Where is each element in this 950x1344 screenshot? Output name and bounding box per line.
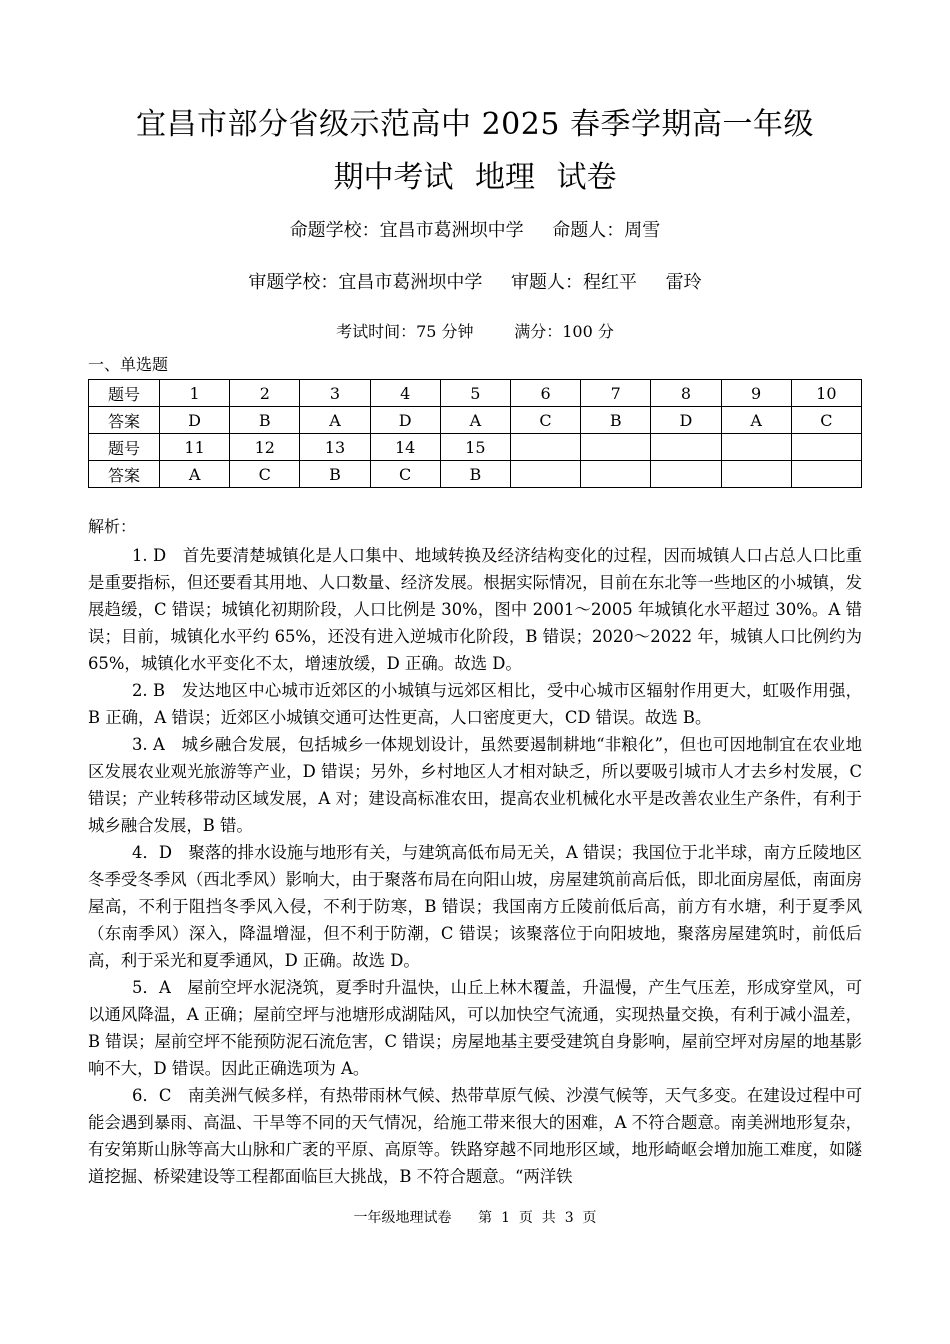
- table-cell: A: [721, 407, 791, 434]
- table-cell: [791, 461, 861, 488]
- table-cell: C: [370, 461, 440, 488]
- table-row-header: 答案: [89, 407, 160, 434]
- table-cell: D: [370, 407, 440, 434]
- table-cell: B: [581, 407, 651, 434]
- table-cell: C: [791, 407, 861, 434]
- table-cell: C: [230, 461, 300, 488]
- table-row: [89, 380, 862, 407]
- table-cell: [721, 434, 791, 461]
- table-cell: 8: [651, 380, 721, 407]
- table-row-header: 答案: [89, 461, 160, 488]
- proposer-line: 命题学校：宜昌市葛洲坝中学 命题人：周雪: [289, 220, 661, 241]
- table-cell: [721, 461, 791, 488]
- table-cell: [791, 434, 861, 461]
- table-cell: 15: [440, 434, 510, 461]
- table-row: [89, 407, 862, 434]
- table-row-header: 题号: [89, 434, 160, 461]
- table-row-header: 题号: [89, 380, 160, 407]
- answer-table: [88, 379, 862, 488]
- table-cell: 2: [230, 380, 300, 407]
- table-cell: [581, 461, 651, 488]
- exam-title-line1: 宜昌市部分省级示范高中 2025 春季学期高一年级: [136, 107, 814, 142]
- table-cell: [651, 434, 721, 461]
- table-cell: D: [651, 407, 721, 434]
- table-cell: 10: [791, 380, 861, 407]
- table-cell: 4: [370, 380, 440, 407]
- section-heading: 一、单选题: [88, 355, 169, 374]
- analysis-paragraph: 6．C 南美洲气候多样，有热带雨林气候、热带草原气候、沙漠气候等，天气多变。在建设过程中可能会遇到暴雨、高温、干旱等不同的天气情况，给施工带来很大的困难，A 不符合题意。南美洲地形复杂，有安第斯山脉等高大山脉和广袤的平原、高原等。铁路穿越不同地形区域，地形崎岖会增加施工难度，如隧道挖掘、桥梁建设等工程都面临巨大挑战，B 不符合题意。“两洋铁: [88, 1086, 862, 1186]
- analysis-paragraph: 5．A 屋前空坪水泥浇筑，夏季时升温快，山丘上林木覆盖，升温慢，产生气压差，形成穿堂风，可以通风降温，A 正确；屋前空坪与池塘形成湖陆风，可以加快空气流通，实现热量交换，有利于减小温差，B 错误；屋前空坪不能预防泥石流危害，C 错误；房屋地基主要受建筑自身影响，屋前空坪对房屋的地基影响不大，D 错误。因此正确选项为 A。: [88, 978, 862, 1078]
- table-cell: D: [160, 407, 230, 434]
- analysis-label: 解析：: [88, 517, 137, 536]
- table-cell: [510, 461, 580, 488]
- page-footer: 一年级地理试卷 第 1 页 共 3 页: [353, 1210, 597, 1226]
- table-cell: 14: [370, 434, 440, 461]
- table-cell: C: [510, 407, 580, 434]
- table-cell: 13: [300, 434, 370, 461]
- table-row: [89, 461, 862, 488]
- analysis-body: [88, 542, 862, 1190]
- analysis-paragraph: 3. A 城乡融合发展，包括城乡一体规划设计，虽然要遏制耕地“非粮化”，但也可因地制宜在农业地区发展农业观光旅游等产业，D 错误；另外，乡村地区人才相对缺乏，所以要吸引城市人才去乡村发展，C 错误；产业转移带动区域发展，A 对；建设高标准农田，提高农业机械化水平是改善农业生产条件，有利于城乡融合发展，B 错。: [88, 735, 862, 835]
- exam-info: 考试时间：75 分钟 满分：100 分: [336, 322, 614, 341]
- analysis-paragraph: 2. B 发达地区中心城市近郊区的小城镇与远郊区相比，受中心城市区辐射作用更大，虹吸作用强，B 正确，A 错误；近郊区小城镇交通可达性更高，人口密度更大，CD 错误。故选 B。: [88, 681, 862, 727]
- table-cell: [651, 461, 721, 488]
- table-cell: B: [440, 461, 510, 488]
- table-cell: 6: [510, 380, 580, 407]
- table-cell: 12: [230, 434, 300, 461]
- table-cell: [581, 434, 651, 461]
- table-cell: 3: [300, 380, 370, 407]
- table-cell: 7: [581, 380, 651, 407]
- analysis-paragraph: 1. D 首先要清楚城镇化是人口集中、地域转换及经济结构变化的过程，因而城镇人口占总人口比重是重要指标，但还要看其用地、人口数量、经济发展。根据实际情况，目前在东北等一些地区的小城镇，发展趋缓，C 错误；城镇化初期阶段，人口比例是 30%，图中 2001～2005 年城镇化水平超过 30%。A 错误；目前，城镇化水平约 65%，还没有进入逆城市化阶段，B 错误；2020～2022 年，城镇人口比例约为 65%，城镇化水平变化不太，增速放缓，D 正确。故选 D。: [88, 546, 862, 673]
- table-cell: A: [440, 407, 510, 434]
- table-cell: [510, 434, 580, 461]
- analysis-paragraph: 4．D 聚落的排水设施与地形有关，与建筑高低布局无关，A 错误；我国位于北半球，南方丘陵地区冬季受冬季风（西北季风）影响大，由于聚落布局在向阳山坡，房屋建筑前高后低，即北面房屋低，南面房屋高，不利于阻挡冬季风入侵，不利于防寒，B 错误；我国南方丘陵前低后高，前方有水塘，利于夏季风（东南季风）深入，降温增湿，但不利于防潮，C 错误；该聚落位于向阳坡地，聚落房屋建筑时，前低后高，利于采光和夏季通风，D 正确。故选 D。: [88, 843, 862, 970]
- table-cell: 1: [160, 380, 230, 407]
- table-cell: A: [160, 461, 230, 488]
- table-cell: 5: [440, 380, 510, 407]
- table-cell: B: [230, 407, 300, 434]
- table-row: [89, 434, 862, 461]
- table-cell: 11: [160, 434, 230, 461]
- table-cell: A: [300, 407, 370, 434]
- table-cell: 9: [721, 380, 791, 407]
- table-cell: B: [300, 461, 370, 488]
- reviewer-line: 审题学校：宜昌市葛洲坝中学 审题人：程红平 雷玲: [248, 272, 702, 293]
- exam-title-line2: 期中考试 地理 试卷: [333, 160, 617, 195]
